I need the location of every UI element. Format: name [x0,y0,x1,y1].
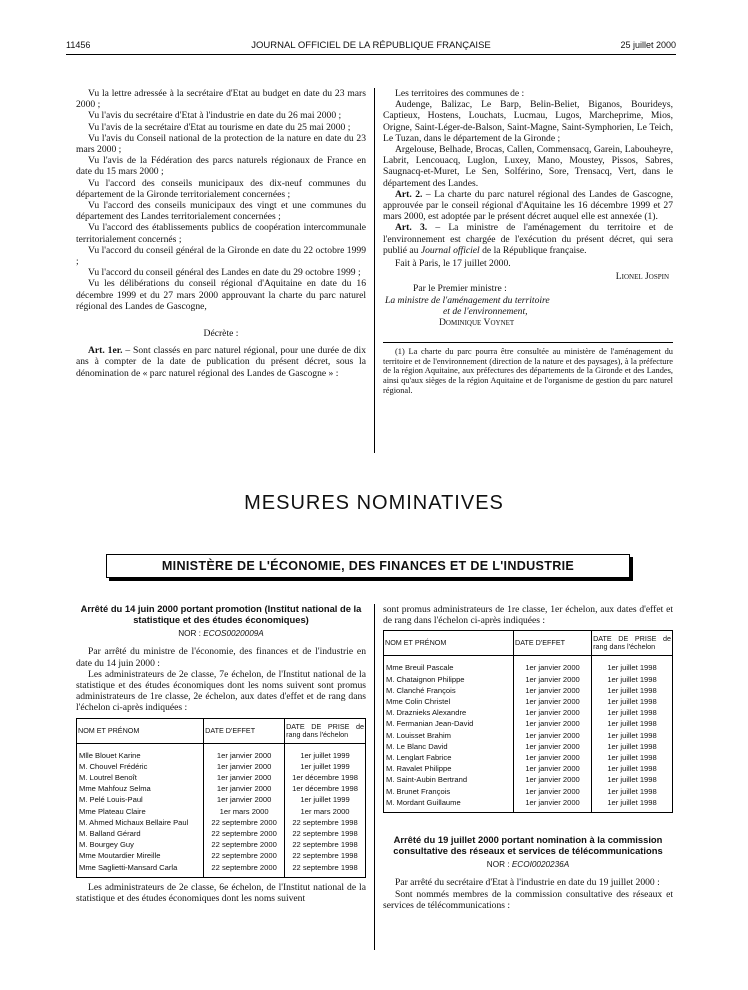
cell-name: Mme Saglietti-Mansard Carla [79,862,178,872]
arrete2-nor [383,859,673,870]
nor-code: ECOS0020009A [203,629,264,639]
cell-effect-date: 1er janvier 2000 [204,794,285,805]
cell-effect-date: 1er janvier 2000 [514,718,592,729]
cell-name: Mme Breuil Pascale [386,663,454,673]
cell-rank-date: 1er juillet 1998 [592,741,673,752]
issue-date: 25 juillet 2000 [620,40,676,50]
promotion-table-2 [383,630,673,813]
journal-officiel-ref: Journal officiel [420,244,480,256]
table-row [77,806,366,817]
page-number: 11456 [66,40,91,50]
article-1-label: Art. 1er. [88,345,123,357]
cell-name: M. Pelé Louis-Paul [79,795,143,805]
cell-effect-date: 22 septembre 2000 [204,828,285,839]
cell-rank-date: 1er juillet 1998 [592,707,673,718]
cell-effect-date: 1er janvier 2000 [514,730,592,741]
cell-name: Mme Plateau Claire [79,806,146,816]
arrete2-paragraph: Par arrêté du secrétaire d'Etat à l'industrie en date du 19 juillet 2000 : [395,877,660,889]
cell-effect-date: 22 septembre 2000 [204,850,285,861]
table-row [77,761,366,772]
cell-name: M. Fermanian Jean-David [386,719,474,729]
cell-rank-date: 22 septembre 1998 [285,817,366,828]
arrete1-paragraph: Les administrateurs de 2e classe, 7e échelon, de l'Institut national de la statistique et des études économiques dont les noms suivent sont promus administrateurs de 1re classe, 2e échelon, aux dates d'effet et de rang dans l'échelon ci-après indiquées : [76,668,366,714]
page-header [66,40,676,55]
cell-name: M. Clanché François [386,685,456,695]
arrete1-nor [76,628,366,639]
cell-effect-date: 1er janvier 2000 [514,707,592,718]
cell-rank-date: 1er juillet 1998 [592,752,673,763]
cell-rank-date: 1er juillet 1998 [592,774,673,785]
cell-name: M. Balland Gérard [79,829,141,839]
cell-name: M. Loutrel Benoît [79,773,137,783]
visa-paragraph: Vu l'accord des conseils municipaux des dix-neuf communes du département de la Gironde territorialement concernées ; [76,177,366,200]
article-2-text: – La charte du parc naturel régional des Landes de Gascogne, approuvée par le conseil régional d'Aquitaine les 16 décembre 1999 et 27 mars 2000, est adoptée par le présent décret auquel elle est annexée (1). [383,188,673,223]
nor-label: NOR : [486,860,512,870]
table-row [384,696,673,707]
cell-rank-date: 22 septembre 1998 [285,862,366,878]
visa-paragraph: Vu l'avis du secrétaire d'Etat à l'industrie en date du 26 mai 2000 ; [88,110,342,122]
cell-name: M. Mordant Guillaume [386,797,461,807]
cell-name: M. Ahmed Michaux Bellaire Paul [79,817,189,827]
table-row [384,685,673,696]
col-header-rank-date: DATE DE PRISE de rang dans l'échelon [592,631,673,656]
cell-rank-date: 1er juillet 1999 [285,743,366,761]
promotion-table-1 [76,718,366,878]
table-row [384,786,673,797]
cell-name: Mme Mahfouz Selma [79,784,151,794]
cell-rank-date: 1er mars 2000 [285,806,366,817]
visa-paragraph: Vu l'accord des conseils municipaux des vingt et une communes du département des Landes territorialement concernées ; [76,200,366,223]
nor-label: NOR : [178,629,204,639]
table-row [384,707,673,718]
cell-effect-date: 1er janvier 2000 [514,741,592,752]
column-divider [374,604,375,950]
cell-rank-date: 1er juillet 1999 [285,761,366,772]
cell-name: M. Chataignon Philippe [386,674,465,684]
arrete1-paragraph: Par arrêté du ministre de l'économie, des finances et de l'industrie en date du 14 juin 2000 : [76,646,366,669]
table-row [384,752,673,763]
table-row [384,718,673,729]
article-2 [383,189,673,223]
footnote: (1) La charte du parc pourra être consultée au ministère de l'aménagement du territoire et de l'environnement (direction de la nature et des paysages), à la préfecture de la région Aquitaine, aux préfectures des départements de la Gironde et des Landes, ainsi qu'aux sièges de la région Aquitaine et de l'organisme de gestion du parc naturel régional. [383,347,673,395]
cell-name: M. Saint-Aubin Bertrand [386,775,468,785]
article-1 [76,345,366,379]
cell-name: M. Chouvel Frédéric [79,761,148,771]
visa-paragraph: Vu l'accord du conseil général de la Gironde en date du 22 octobre 1999 ; [76,244,366,268]
cell-effect-date: 1er janvier 2000 [514,786,592,797]
cell-effect-date: 1er mars 2000 [204,806,285,817]
fait-a-paris: Fait à Paris, le 17 juillet 2000. [395,258,511,270]
cell-name: M. Ravalet Philippe [386,764,452,774]
table-row [77,783,366,794]
article-3-label: Art. 3. [395,222,428,234]
table-header-row [77,718,366,743]
signatory-minister: Dominique Voynet [439,317,515,329]
minister-title-line2: et de l'environnement, [443,305,528,317]
cell-effect-date: 1er janvier 2000 [514,797,592,813]
cell-name: Mlle Blouet Karine [79,750,141,760]
cell-rank-date: 1er juillet 1998 [592,763,673,774]
col-header-name: NOM ET PRÉNOM [384,631,514,656]
table-row [384,774,673,785]
cell-rank-date: 1er juillet 1998 [592,718,673,729]
footnote-rule [383,342,673,343]
cell-name: M. Louisset Brahim [386,730,451,740]
arrete1-title: Arrêté du 14 juin 2000 portant promotion (Institut national de la statistique et des études économiques) [80,603,362,625]
table-row [384,741,673,752]
decree-left-column [76,88,366,379]
cell-rank-date: 22 septembre 1998 [285,839,366,850]
cell-effect-date: 1er janvier 2000 [514,752,592,763]
col-header-name: NOM ET PRÉNOM [77,718,204,743]
cell-name: Mme Moutardier Mireille [79,851,161,861]
article-3-text: – La ministre de l'aménagement du territoire et de l'environnement est chargée de l'exécution du présent décret, qui sera publié au [383,222,673,256]
cell-rank-date: 1er décembre 1998 [285,772,366,783]
table-header-row [384,631,673,656]
cell-rank-date: 1er juillet 1999 [285,794,366,805]
cell-effect-date: 1er janvier 2000 [514,656,592,674]
article-2-label: Art. 2. [395,188,423,200]
cell-effect-date: 1er janvier 2000 [204,783,285,794]
cell-rank-date: 22 septembre 1998 [285,850,366,861]
cell-effect-date: 22 septembre 2000 [204,817,285,828]
visa-paragraph: Vu l'accord des établissements publics de coopération intercommunale territorialement concernés ; [76,222,366,245]
visa-paragraph: Vu l'avis de la Fédération des parcs naturels régionaux de France en date du 15 mars 2000 ; [76,155,366,178]
cell-name: Mme Colin Christel [386,697,451,707]
territories-intro: Les territoires des communes de : [395,88,525,99]
visa-paragraph: Vu l'avis du Conseil national de la protection de la nature en date du 23 mars 2000 ; [76,132,366,156]
journal-title: JOURNAL OFFICIEL DE LA RÉPUBLIQUE FRANÇAISE [251,40,491,51]
table-row [77,817,366,828]
table-row [77,850,366,861]
cell-rank-date: 1er juillet 1998 [592,786,673,797]
cell-rank-date: 22 septembre 1998 [285,828,366,839]
cell-rank-date: 1er juillet 1998 [592,674,673,685]
cell-rank-date: 1er juillet 1998 [592,656,673,674]
cell-rank-date: 1er décembre 1998 [285,783,366,794]
arrete1-left-column [76,604,366,904]
arrete1-paragraph: Les administrateurs de 2e classe, 6e échelon, de l'Institut national de la statistique et des études économiques dont les noms suivent [76,881,366,905]
gironde-communes: Audenge, Balizac, Le Barp, Belin-Beliet, Biganos, Bourideys, Captieux, Hostens, Louchats, Lucmau, Lugos, Marcheprime, Mios, Origne, Saint-Léger-de-Balson, Saint-Magne, Saint-Symphorien, Le Teich, Le Tuzan, dans le département de la Gironde ; [383,99,673,144]
cell-effect-date: 22 septembre 2000 [204,839,285,850]
cell-name: M. Le Blanc David [386,741,448,751]
arrete2-paragraph: Sont nommés membres de la commission consultative des réseaux et services de télécommunications : [383,888,673,911]
landes-communes: Argelouse, Belhade, Brocas, Callen, Commensacq, Garein, Labouheyre, Labrit, Lencouacq, Luglon, Luxey, Mano, Moustey, Pissos, Sabres, Saugnacq-et-Muret, Le Sen, Solférino, Sore, Trensacq, Vert, dans le département des Landes. [383,144,673,189]
cell-effect-date: 1er janvier 2000 [514,674,592,685]
cell-rank-date: 1er juillet 1998 [592,730,673,741]
article-3 [383,222,673,256]
promotion-table-2-body [384,656,673,813]
cell-effect-date: 1er janvier 2000 [204,743,285,761]
cell-effect-date: 1er janvier 2000 [514,685,592,696]
nor-code: ECOI0020236A [511,860,570,870]
cell-effect-date: 1er janvier 2000 [204,772,285,783]
ministry-banner: MINISTÈRE DE L'ÉCONOMIE, DES FINANCES ET DE L'INDUSTRIE [106,554,630,578]
cell-effect-date: 1er janvier 2000 [204,761,285,772]
visa-paragraph: Vu les délibérations du conseil régional d'Aquitaine en date du 16 décembre 1999 et du 27 mars 2000 approuvant la charte du parc naturel régional des Landes de Gascogne, [76,278,366,312]
table-row [77,839,366,850]
table-row [384,797,673,813]
table-row [384,730,673,741]
cell-name: M. Brunet François [386,786,451,796]
cell-name: M. Draznieks Alexandre [386,708,467,718]
cell-rank-date: 1er juillet 1998 [592,797,673,813]
visa-paragraph: Vu l'accord du conseil général des Landes en date du 29 octobre 1999 ; [88,267,361,279]
table-row [77,772,366,783]
section-title: MESURES NOMINATIVES [244,492,504,514]
cell-effect-date: 22 septembre 2000 [204,862,285,878]
table-row [384,763,673,774]
arrete1-paragraph: sont promus administrateurs de 1re classe, 1er échelon, aux dates d'effet et de rang dans l'échelon ci-après indiquées : [383,604,673,627]
table-row [77,743,366,761]
table-row [77,828,366,839]
cell-rank-date: 1er juillet 1998 [592,696,673,707]
cell-rank-date: 1er juillet 1998 [592,685,673,696]
cell-name: M. Bourgey Guy [79,840,134,850]
cell-effect-date: 1er janvier 2000 [514,774,592,785]
cell-effect-date: 1er janvier 2000 [514,763,592,774]
col-header-rank-date: DATE DE PRISE de rang dans l'échelon [285,718,366,743]
col-header-effect-date: DATE D'EFFET [514,631,592,656]
table-row [384,674,673,685]
article-3-text-end: de la République française. [479,244,587,256]
decree-right-column [383,88,673,395]
promotion-table-1-body [77,743,366,877]
table-row [77,862,366,878]
arrete1-right-column [383,604,673,911]
par-le-premier-ministre: Par le Premier ministre : [413,283,507,295]
column-divider [374,88,375,453]
article-1-text: – Sont classés en parc naturel régional, pour une durée de dix ans à compter de la date de publication du présent décret, sous la dénomination de « parc naturel régional des Landes de Gascogne » : [76,345,366,379]
visa-paragraph: Vu l'avis de la secrétaire d'Etat au tourisme en date du 25 mai 2000 ; [88,121,351,133]
table-row [77,794,366,805]
decrete-heading: Décrète : [203,328,239,340]
cell-effect-date: 1er janvier 2000 [514,696,592,707]
signatory-prime-minister: Lionel Jospin [615,271,669,283]
cell-name: M. Lenglart Fabrice [386,753,452,763]
minister-title-line1: La ministre de l'aménagement du territoire [385,294,550,306]
visa-paragraph: Vu la lettre adressée à la secrétaire d'Etat au budget en date du 23 mars 2000 ; [76,88,366,111]
table-row [384,656,673,674]
arrete2-title: Arrêté du 19 juillet 2000 portant nomination à la commission consultative des réseaux et services de télécommunications [393,834,663,856]
col-header-effect-date: DATE D'EFFET [204,718,285,743]
